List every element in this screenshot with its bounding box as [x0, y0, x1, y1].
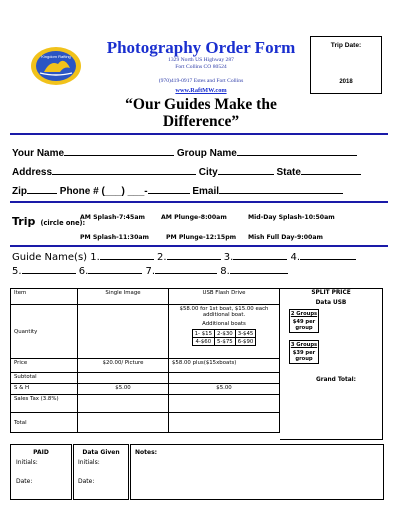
company-address: [110, 57, 292, 70]
paid-box[interactable]: [10, 444, 72, 500]
divider-rule: [10, 133, 388, 135]
table-row: [11, 305, 280, 359]
divider-rule: [10, 245, 388, 247]
single-price: $20.00/ Picture: [78, 359, 169, 373]
trip-option-pm-splash[interactable]: PM Splash-11:30am: [80, 234, 150, 241]
boat-price-cell: 3-$45: [235, 330, 256, 338]
guide-names-label: Guide Name(s): [12, 252, 88, 263]
group-name-label: Group Name: [176, 148, 237, 159]
sh-label: S & H: [11, 384, 78, 395]
sales-tax-label: Sales Tax (3.8%): [11, 395, 78, 413]
single-image-header: Single Image: [78, 289, 169, 305]
total-label: Total: [11, 413, 78, 433]
guide-number: 4.: [290, 252, 300, 263]
table-row: [11, 413, 280, 433]
email-label: Email: [192, 186, 220, 197]
three-groups-label: 3 Groups: [290, 342, 318, 348]
two-groups-option: [289, 309, 319, 333]
single-sh-value: $5.00: [78, 384, 169, 395]
usb-subtotal-cell[interactable]: [169, 373, 280, 384]
state-field[interactable]: [301, 166, 361, 175]
guide-4-field[interactable]: [300, 251, 356, 260]
data-given-date-label: Date:: [78, 478, 95, 485]
guide-number: 3.: [223, 252, 234, 263]
item-header: Item: [11, 289, 78, 305]
quantity-label: Quantity: [11, 305, 78, 359]
boat-price-cell: 1- $15: [192, 330, 214, 338]
three-groups-price: $39 per group: [292, 350, 316, 362]
data-given-initials-label: Initials:: [78, 459, 100, 466]
guide-8-field[interactable]: [230, 265, 288, 274]
guide-7-field[interactable]: [155, 265, 217, 274]
guide-1-field[interactable]: [100, 251, 154, 260]
boat-price-cell: 6-$90: [235, 338, 256, 346]
single-total-cell[interactable]: [78, 413, 169, 433]
usb-header: USB Flash Drive: [169, 289, 280, 305]
table-row: [11, 373, 280, 384]
company-website-link[interactable]: www.RaftMW.com: [175, 87, 227, 94]
trip-option-am-splash[interactable]: AM Splash-7:45am: [80, 214, 145, 221]
guide-3-field[interactable]: [233, 251, 287, 260]
group-name-field[interactable]: [237, 147, 357, 156]
table-row: [11, 384, 280, 395]
boat-price-cell: 5-$75: [215, 338, 236, 346]
logo-text: Kingdom Rafting: [41, 54, 71, 59]
table-row: [192, 338, 256, 346]
name-row: [12, 147, 357, 159]
split-price-title: SPLIT PRICE: [311, 290, 351, 296]
address-row: [12, 166, 361, 178]
guide-number: 6.: [78, 266, 89, 277]
city-field[interactable]: [218, 166, 274, 175]
guide-names-row-1: [12, 251, 356, 263]
page-title: Photography Order Form: [106, 38, 296, 57]
single-subtotal-cell[interactable]: [78, 373, 169, 384]
trip-option-midday-splash[interactable]: Mid-Day Splash-10:50am: [248, 214, 335, 221]
usb-price: $58.00 plus($15xboats): [169, 359, 280, 373]
table-row: [192, 330, 256, 338]
usb-sh-value: $5.00: [169, 384, 280, 395]
address-line-2: Fort Collins CO 80524: [175, 63, 227, 70]
two-groups-label: 2 Groups: [290, 311, 318, 317]
guide-number: 7.: [145, 266, 156, 277]
trip-option-pm-plunge[interactable]: PM Plunge-12:15pm: [166, 234, 237, 241]
contact-row: [12, 185, 343, 197]
trip-selection: [12, 210, 85, 229]
usb-total-cell[interactable]: [169, 413, 280, 433]
price-label: Price: [11, 359, 78, 373]
company-phone: (970)419-0917 Estes and Fort Collins: [158, 78, 244, 84]
guide-6-field[interactable]: [88, 265, 142, 274]
address-field[interactable]: [52, 166, 196, 175]
your-name-label: Your Name: [12, 148, 65, 159]
usb-tax-cell[interactable]: [169, 395, 280, 413]
your-name-field[interactable]: [64, 147, 174, 156]
subtotal-label: Subtotal: [11, 373, 78, 384]
single-tax-cell[interactable]: [78, 395, 169, 413]
phone-field[interactable]: [148, 185, 190, 194]
data-given-box[interactable]: [73, 444, 129, 500]
notes-label: Notes:: [135, 449, 158, 456]
trip-option-am-plunge[interactable]: AM Plunge-8:00am: [161, 214, 227, 221]
guide-number: 8.: [220, 266, 230, 277]
city-label: City: [198, 167, 218, 178]
additional-boats-table: [192, 329, 257, 346]
address-line-1: 1329 North US Highway 287: [168, 57, 234, 63]
guide-number: 5.: [12, 266, 22, 277]
three-groups-option: [289, 340, 319, 364]
table-row: [11, 395, 280, 413]
guide-2-field[interactable]: [167, 251, 221, 260]
zip-label: Zip: [12, 186, 27, 197]
grand-total-label: Grand Total:: [316, 377, 356, 383]
single-quantity-cell[interactable]: [78, 305, 169, 359]
email-field[interactable]: [219, 185, 343, 194]
notes-box[interactable]: [130, 444, 384, 500]
guide-number: 1.: [90, 252, 100, 263]
zip-field[interactable]: [27, 185, 57, 194]
address-label: Address: [12, 167, 53, 178]
boat-price-cell: 4-$60: [192, 338, 214, 346]
paid-initials-label: Initials:: [16, 459, 38, 466]
company-logo: [30, 46, 82, 86]
phone-label: Phone # (___) ___-: [59, 186, 148, 197]
boat-price-cell: 2-$30: [215, 330, 236, 338]
slogan: “Our Guides Make the Difference”: [125, 96, 277, 130]
split-price-box: [280, 288, 383, 440]
usb-price-text: $58.00 for 1st boat, $15.00 each additional boat.: [179, 306, 269, 318]
trip-date-label: Trip Date:: [330, 42, 362, 49]
divider-rule: [10, 201, 388, 203]
guide-number: 2.: [156, 252, 167, 263]
two-groups-price: $49 per group: [292, 319, 316, 331]
trip-year: 2018: [339, 79, 353, 85]
trip-label: Trip: [12, 215, 36, 228]
usb-quantity-cell[interactable]: [169, 305, 280, 359]
additional-boats-label: Additional boats: [202, 321, 246, 327]
paid-label: PAID: [33, 449, 49, 456]
split-price-subtitle: Data USB: [315, 300, 347, 306]
guide-names-row-2: [12, 265, 288, 277]
data-given-label: Data Given: [82, 449, 120, 456]
state-label: State: [276, 167, 301, 178]
trip-option-mish-full-day[interactable]: Mish Full Day-9:00am: [248, 234, 323, 241]
order-table: [10, 288, 280, 433]
guide-5-field[interactable]: [22, 265, 76, 274]
table-row: [11, 289, 280, 305]
trip-instruction: (circle one):: [40, 219, 86, 227]
table-row: [11, 359, 280, 373]
paid-date-label: Date:: [16, 478, 33, 485]
